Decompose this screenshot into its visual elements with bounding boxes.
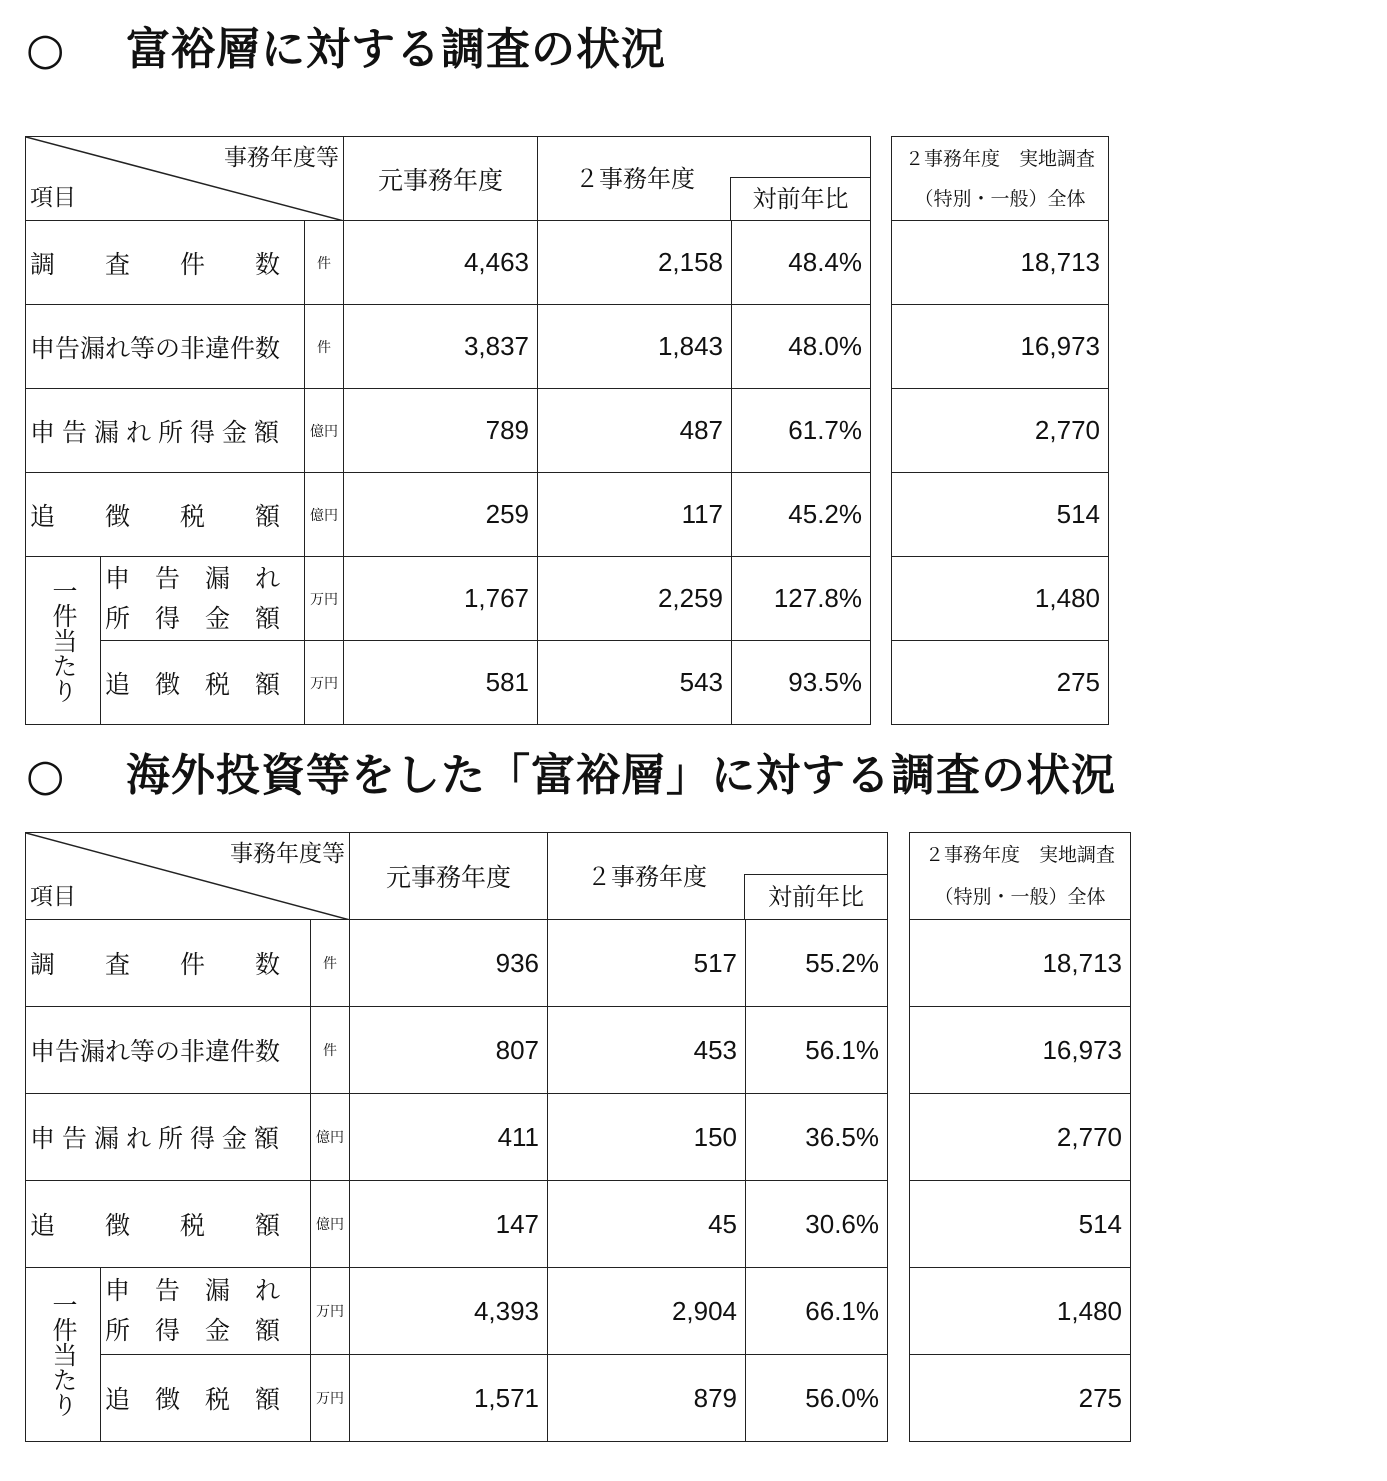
row-label: 申告漏れ所得金額 bbox=[26, 1094, 311, 1181]
table-row bbox=[26, 1007, 888, 1094]
value-ratio: 55.2% bbox=[746, 920, 888, 1007]
section-title-text: 海外投資等をした「富裕層」に対する調査の状況 bbox=[126, 750, 1116, 801]
side-table-1 bbox=[891, 136, 1109, 725]
value-ratio: 56.0% bbox=[746, 1355, 888, 1442]
value-ratio: 48.4% bbox=[732, 221, 871, 305]
value-curr: 2,158 bbox=[538, 221, 732, 305]
row-label-line1: 申 告 漏 れ bbox=[105, 1276, 281, 1305]
row-label: 調 査 件 数 bbox=[26, 920, 311, 1007]
table-row bbox=[26, 473, 871, 557]
table-row bbox=[26, 641, 871, 725]
value-all: 18,713 bbox=[892, 221, 1109, 305]
row-label bbox=[101, 1355, 311, 1442]
value-all: 2,770 bbox=[910, 1094, 1131, 1181]
value-all: 1,480 bbox=[910, 1268, 1131, 1355]
per-case-label bbox=[26, 1268, 101, 1442]
side-header-line2: （特別・一般）全体 bbox=[934, 886, 1106, 908]
table-row bbox=[26, 920, 888, 1007]
row-unit: 億円 bbox=[311, 1181, 350, 1268]
value-prev: 936 bbox=[350, 920, 548, 1007]
value-prev: 3,837 bbox=[344, 305, 538, 389]
section-title-text: 富裕層に対する調査の状況 bbox=[126, 24, 666, 75]
value-curr: 45 bbox=[548, 1181, 746, 1268]
value-all: 16,973 bbox=[892, 305, 1109, 389]
row-unit: 件 bbox=[305, 221, 344, 305]
value-ratio: 45.2% bbox=[732, 473, 871, 557]
row-unit: 万円 bbox=[305, 557, 344, 641]
col-curr-header bbox=[548, 833, 888, 920]
value-all: 2,770 bbox=[892, 389, 1109, 473]
circle-mark: ○ bbox=[26, 24, 66, 75]
table-row bbox=[26, 1094, 888, 1181]
row-label: 調 査 件 数 bbox=[26, 221, 305, 305]
corner-bottom-label: 項目 bbox=[30, 185, 76, 211]
row-label: 追 徴 税 額 bbox=[26, 1181, 311, 1268]
value-curr: 2,259 bbox=[538, 557, 732, 641]
table-row bbox=[26, 1181, 888, 1268]
value-prev: 581 bbox=[344, 641, 538, 725]
side-header-line1: ２事務年度 実地調査 bbox=[904, 147, 1095, 170]
row-unit: 件 bbox=[311, 1007, 350, 1094]
table-row bbox=[26, 221, 871, 305]
section-title bbox=[26, 746, 1116, 806]
table-row bbox=[26, 1268, 888, 1355]
row-label: 申告漏れ所得金額 bbox=[26, 389, 305, 473]
value-prev: 789 bbox=[344, 389, 538, 473]
value-curr: 117 bbox=[538, 473, 732, 557]
value-all: 275 bbox=[892, 641, 1109, 725]
side-header-line2: （特別・一般）全体 bbox=[914, 187, 1086, 210]
row-unit: 万円 bbox=[311, 1355, 350, 1442]
col-curr-label: ２事務年度 bbox=[587, 863, 708, 891]
corner-top-label: 事務年度等 bbox=[224, 145, 340, 171]
value-ratio: 36.5% bbox=[746, 1094, 888, 1181]
col-ratio-header: 対前年比 bbox=[744, 874, 887, 919]
value-prev: 259 bbox=[344, 473, 538, 557]
row-label-line1: 追 徴 税 額 bbox=[105, 669, 281, 699]
value-ratio: 127.8% bbox=[732, 557, 871, 641]
per-case-label-text: 一件当たり bbox=[49, 1292, 78, 1417]
col-ratio-header: 対前年比 bbox=[730, 177, 870, 220]
value-prev: 1,571 bbox=[350, 1355, 548, 1442]
table-row bbox=[26, 557, 871, 641]
corner-header bbox=[26, 833, 350, 920]
value-prev: 411 bbox=[350, 1094, 548, 1181]
row-label: 追 徴 税 額 bbox=[26, 473, 305, 557]
row-label bbox=[101, 641, 305, 725]
value-prev: 1,767 bbox=[344, 557, 538, 641]
side-header bbox=[910, 833, 1131, 920]
col-prev-header: 元事務年度 bbox=[350, 833, 548, 920]
row-unit: 億円 bbox=[305, 473, 344, 557]
value-ratio: 66.1% bbox=[746, 1268, 888, 1355]
value-ratio: 48.0% bbox=[732, 305, 871, 389]
value-all: 18,713 bbox=[910, 920, 1131, 1007]
col-curr-header bbox=[538, 137, 871, 221]
value-prev: 4,463 bbox=[344, 221, 538, 305]
value-curr: 453 bbox=[548, 1007, 746, 1094]
value-curr: 150 bbox=[548, 1094, 746, 1181]
row-unit: 件 bbox=[305, 305, 344, 389]
side-header-line1: ２事務年度 実地調査 bbox=[924, 844, 1115, 866]
value-curr: 517 bbox=[548, 920, 746, 1007]
value-all: 514 bbox=[910, 1181, 1131, 1268]
col-curr-label: ２事務年度 bbox=[575, 165, 696, 193]
value-ratio: 93.5% bbox=[732, 641, 871, 725]
col-prev-header: 元事務年度 bbox=[344, 137, 538, 221]
value-curr: 487 bbox=[538, 389, 732, 473]
value-all: 275 bbox=[910, 1355, 1131, 1442]
row-label-line2: 所 得 金 額 bbox=[105, 603, 281, 633]
value-curr: 1,843 bbox=[538, 305, 732, 389]
table-row bbox=[26, 389, 871, 473]
row-label bbox=[101, 557, 305, 641]
value-all: 16,973 bbox=[910, 1007, 1131, 1094]
row-label-line1: 追 徴 税 額 bbox=[105, 1385, 281, 1414]
row-unit: 億円 bbox=[305, 389, 344, 473]
row-label-line1: 申 告 漏 れ bbox=[105, 563, 281, 593]
corner-top-label: 事務年度等 bbox=[230, 841, 346, 867]
row-label: 申告漏れ等の非違件数 bbox=[26, 1007, 311, 1094]
row-unit: 件 bbox=[311, 920, 350, 1007]
value-ratio: 61.7% bbox=[732, 389, 871, 473]
value-curr: 543 bbox=[538, 641, 732, 725]
value-prev: 4,393 bbox=[350, 1268, 548, 1355]
table-row bbox=[26, 305, 871, 389]
corner-header bbox=[26, 137, 344, 221]
value-all: 1,480 bbox=[892, 557, 1109, 641]
per-case-label-text: 一件当たり bbox=[49, 578, 78, 703]
value-prev: 807 bbox=[350, 1007, 548, 1094]
value-curr: 2,904 bbox=[548, 1268, 746, 1355]
value-ratio: 30.6% bbox=[746, 1181, 888, 1268]
value-curr: 879 bbox=[548, 1355, 746, 1442]
circle-mark: ○ bbox=[26, 750, 66, 801]
corner-bottom-label: 項目 bbox=[30, 884, 76, 910]
side-header bbox=[892, 137, 1109, 221]
value-prev: 147 bbox=[350, 1181, 548, 1268]
row-label-line2: 所 得 金 額 bbox=[105, 1316, 281, 1345]
row-label: 申告漏れ等の非違件数 bbox=[26, 305, 305, 389]
value-all: 514 bbox=[892, 473, 1109, 557]
section-title bbox=[26, 20, 666, 80]
value-ratio: 56.1% bbox=[746, 1007, 888, 1094]
row-unit: 万円 bbox=[305, 641, 344, 725]
row-unit: 億円 bbox=[311, 1094, 350, 1181]
table-row bbox=[26, 1355, 888, 1442]
per-case-label bbox=[26, 557, 101, 725]
row-label bbox=[101, 1268, 311, 1355]
row-unit: 万円 bbox=[311, 1268, 350, 1355]
side-table-2 bbox=[909, 832, 1131, 1442]
